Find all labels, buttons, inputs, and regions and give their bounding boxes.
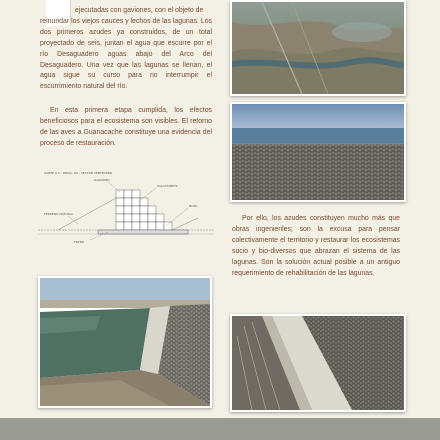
paragraph-gaviones: [40, 6, 212, 93]
diagram-label-terreno: TERRENO NATURAL: [44, 212, 74, 216]
diagram-label-gaviones: GAVIONES: [94, 178, 110, 182]
weir-crest-image: [232, 316, 404, 410]
photo-aerial-river: [230, 0, 406, 96]
paragraph-primera-etapa: En esta primera etapa cumplida, los efectos beneficiosos para el ecosistema son visibles. El retorno de las aves a Guanacache constituye una evidencia del proceso de restauración.: [40, 107, 212, 147]
lake-shore-image: [232, 104, 404, 200]
footer-band: [0, 418, 440, 440]
gabion-canal-image: [40, 278, 210, 406]
paragraph-azudes: Por ello, los azudes constituyen mucho más que obras ingenieriles; son la excusa para pensar colectivamente el territorio y restaurar los ecosistemas socio y bio-diversos que abrazan el sistema de las lagunas. Son la solución actual posible a un antiguo requerimiento de rehabilitación de las lagunas.: [232, 215, 400, 277]
paragraph-first-line: ejecutadas con gaviones, con el objeto de: [75, 7, 204, 14]
gabion-section-drawing: [38, 168, 214, 260]
photo-gabion-canal: [38, 276, 212, 408]
photo-lake-shore: [230, 102, 406, 202]
diagram-label-colchoneta: COLCHONETA: [157, 184, 178, 188]
cross-section-diagram: [38, 168, 214, 260]
paragraph-continuation: reinundar los viejos cauces y lechos de las lagunas. Los dos primeros azudes ya construidos, de un total proyectado de seis, juntan el agua que escurre por el río Desaguadero aguas abajo del Arco del Desaguadero. Una vez que las lagunas se llenan, el agua sigue su curso para no interrumpir el escurrimiento natural del río.: [40, 17, 212, 91]
aerial-landscape-image: [232, 2, 404, 94]
diagram-label-filtro: FILTRO: [74, 240, 85, 244]
diagram-title: CORTE C-C - PROG. XX - SECTOR VERTEDERO: [44, 171, 113, 175]
diagram-label-nivel: NIVEL: [189, 204, 198, 208]
photo-weir-crest: [230, 314, 406, 412]
